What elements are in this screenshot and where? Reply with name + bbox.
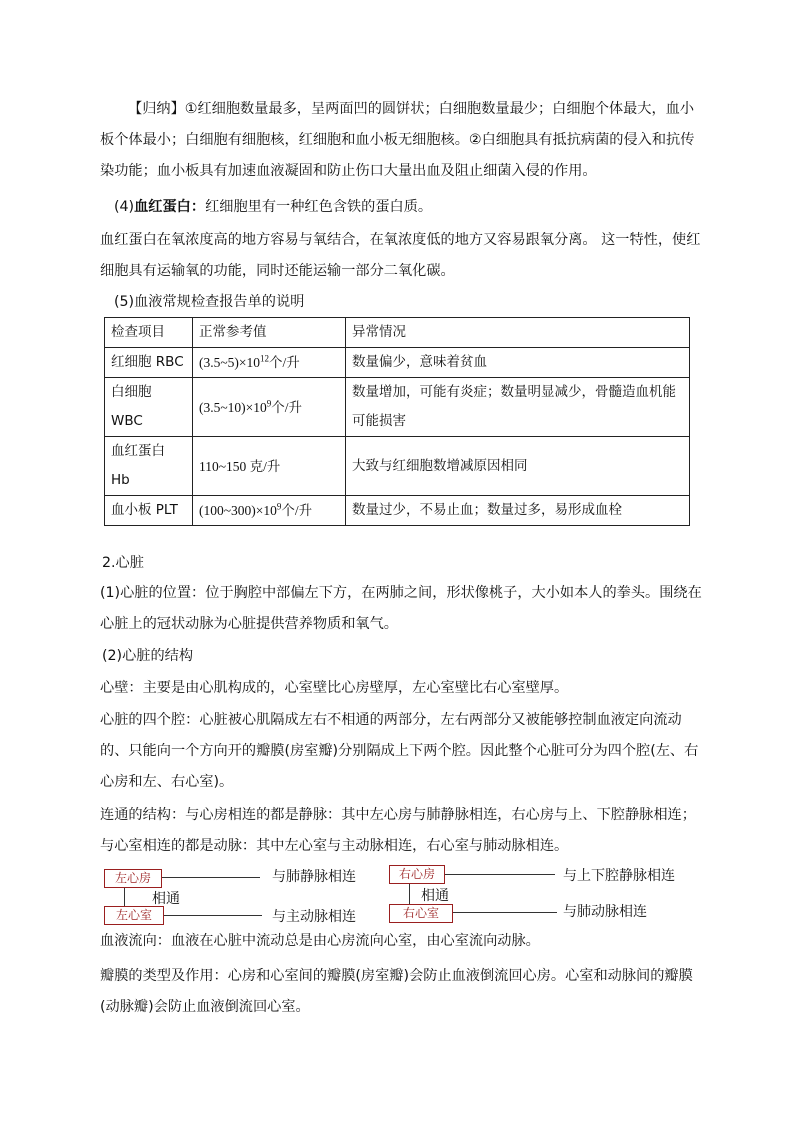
ref-exponent: 9 [266, 398, 272, 408]
table-cell-ref [193, 437, 346, 496]
hemoglobin-heading-num: (4) [114, 199, 135, 215]
table-cell-item: 红细胞 RBC [105, 348, 193, 378]
heart-position [100, 578, 708, 640]
hemoglobin-heading [100, 192, 708, 223]
right-connect-label: 相通 [421, 888, 449, 904]
summary-tag: 【归纳】 [128, 101, 185, 117]
table-cell-ref [193, 496, 346, 526]
ref-unit: 个/升 [269, 355, 300, 370]
ref-value: 110~150 克/升 [199, 458, 281, 474]
summary-text: ①红细胞数量最多，呈两面凹的圆饼状；白细胞数量最少；白细胞个体最大，血小板个体最小；白细胞有细胞核，红细胞和血小板无细胞核。②白细胞具有抵抗病菌的侵入和抗传染功能；血小板具有加速血液凝固和防止伤口大量出血及阻止细菌入侵的作用。 [100, 101, 695, 179]
ref-value: (100~300)×10 [199, 503, 277, 518]
table-cell-ref [193, 348, 346, 378]
table-header: 正常参考值 [193, 318, 346, 348]
connector-line [124, 888, 125, 906]
left-bottom-label: 与主动脉相连 [272, 909, 356, 925]
hemoglobin-desc [100, 225, 708, 287]
table-header: 异常情况 [346, 318, 690, 348]
table-header-row [105, 318, 690, 348]
left-ventricle-box: 左心室 [104, 906, 164, 925]
blood-report-table [104, 317, 690, 526]
ref-value: (3.5~5)×10 [199, 355, 261, 370]
connector-line [162, 877, 260, 878]
heart-section-title: 2.心脏 [102, 555, 144, 571]
table-cell-item: 血红蛋白 Hb [105, 437, 193, 496]
hemoglobin-desc-text: 血红蛋白在氧浓度高的地方容易与氧结合，在氧浓度低的地方又容易跟氧分离。 这一特性，使红细胞具有运输氧的功能，同时还能运输一部分二氧化碳。 [100, 232, 701, 279]
right-ventricle-box: 右心室 [389, 904, 453, 923]
table-cell-item: 白细胞 WBC [105, 378, 193, 437]
table-cell-abnormal: 大致与红细胞数增减原因相同 [346, 437, 690, 496]
left-atrium-box: 左心房 [104, 869, 162, 888]
right-atrium-box: 右心房 [389, 865, 445, 884]
table-header: 检查项目 [105, 318, 193, 348]
heart-flow: 血液流向：血液在心脏中流动总是由心房流向心室，由心室流向动脉。 [100, 933, 540, 949]
right-top-label: 与上下腔静脉相连 [563, 868, 675, 884]
connector-line [409, 884, 410, 904]
connector-line [453, 912, 557, 913]
ref-unit: 个/升 [281, 503, 313, 518]
connector-line [164, 915, 262, 916]
table-cell-abnormal: 数量过少，不易止血；数量过多，易形成血栓 [346, 496, 690, 526]
hemoglobin-heading-title: 血红蛋白： [134, 199, 206, 215]
ref-exponent: 12 [260, 353, 270, 364]
connector-line [445, 874, 555, 875]
table-row [105, 437, 690, 496]
heart-wall: 心壁：主要是由心肌构成的，心室壁比心房壁厚，左心室壁比右心室壁厚。 [100, 680, 569, 696]
right-bottom-label: 与肺动脉相连 [563, 904, 647, 920]
heart-valves: 瓣膜的类型及作用：心房和心室间的瓣膜(房室瓣)会防止血液倒流回心房。心室和动脉间的瓣膜(动脉瓣)会防止血液倒流回心室。 [100, 968, 693, 1015]
ref-value: (3.5~10)×10 [199, 399, 267, 415]
table-row [105, 378, 690, 437]
table-cell-ref [193, 378, 346, 437]
left-top-label: 与肺静脉相连 [272, 869, 356, 885]
left-connect-label: 相通 [152, 891, 180, 907]
table-row [105, 348, 690, 378]
heart-structure-heading: (2)心脏的结构 [102, 648, 194, 664]
table-cell-item: 血小板 PLT [105, 496, 193, 526]
ref-unit: 个/升 [271, 399, 303, 415]
table-cell-abnormal: 数量增加，可能有炎症；数量明显减少，骨髓造血机能可能损害 [346, 378, 690, 437]
hemoglobin-definition: 红细胞里有一种红色含铁的蛋白质。 [205, 199, 433, 215]
table-cell-abnormal: 数量偏少，意味着贫血 [346, 348, 690, 378]
table-row [105, 496, 690, 526]
report-heading: (5)血液常规检查报告单的说明 [114, 294, 305, 310]
heart-connections: 连通的结构：与心房相连的都是静脉：其中左心房与肺静脉相连，右心房与上、下腔静脉相连；与心室相连的都是动脉：其中左心室与主动脉相连，右心室与肺动脉相连。 [100, 807, 696, 854]
summary-paragraph [100, 94, 708, 187]
heart-position-text: (1)心脏的位置：位于胸腔中部偏左下方，在两肺之间，形状像桃子，大小如本人的拳头。围绕在心脏上的冠状动脉为心脏提供营养物质和氧气。 [100, 585, 702, 632]
ref-exponent: 9 [276, 501, 282, 512]
heart-chambers: 心脏的四个腔：心脏被心肌隔成左右不相通的两部分，左右两部分又被能够控制血液定向流动的、只能向一个方向开的瓣膜(房室瓣)分别隔成上下两个腔。因此整个心脏可分为四个腔(左、右心房和左、右心室)。 [100, 712, 699, 790]
